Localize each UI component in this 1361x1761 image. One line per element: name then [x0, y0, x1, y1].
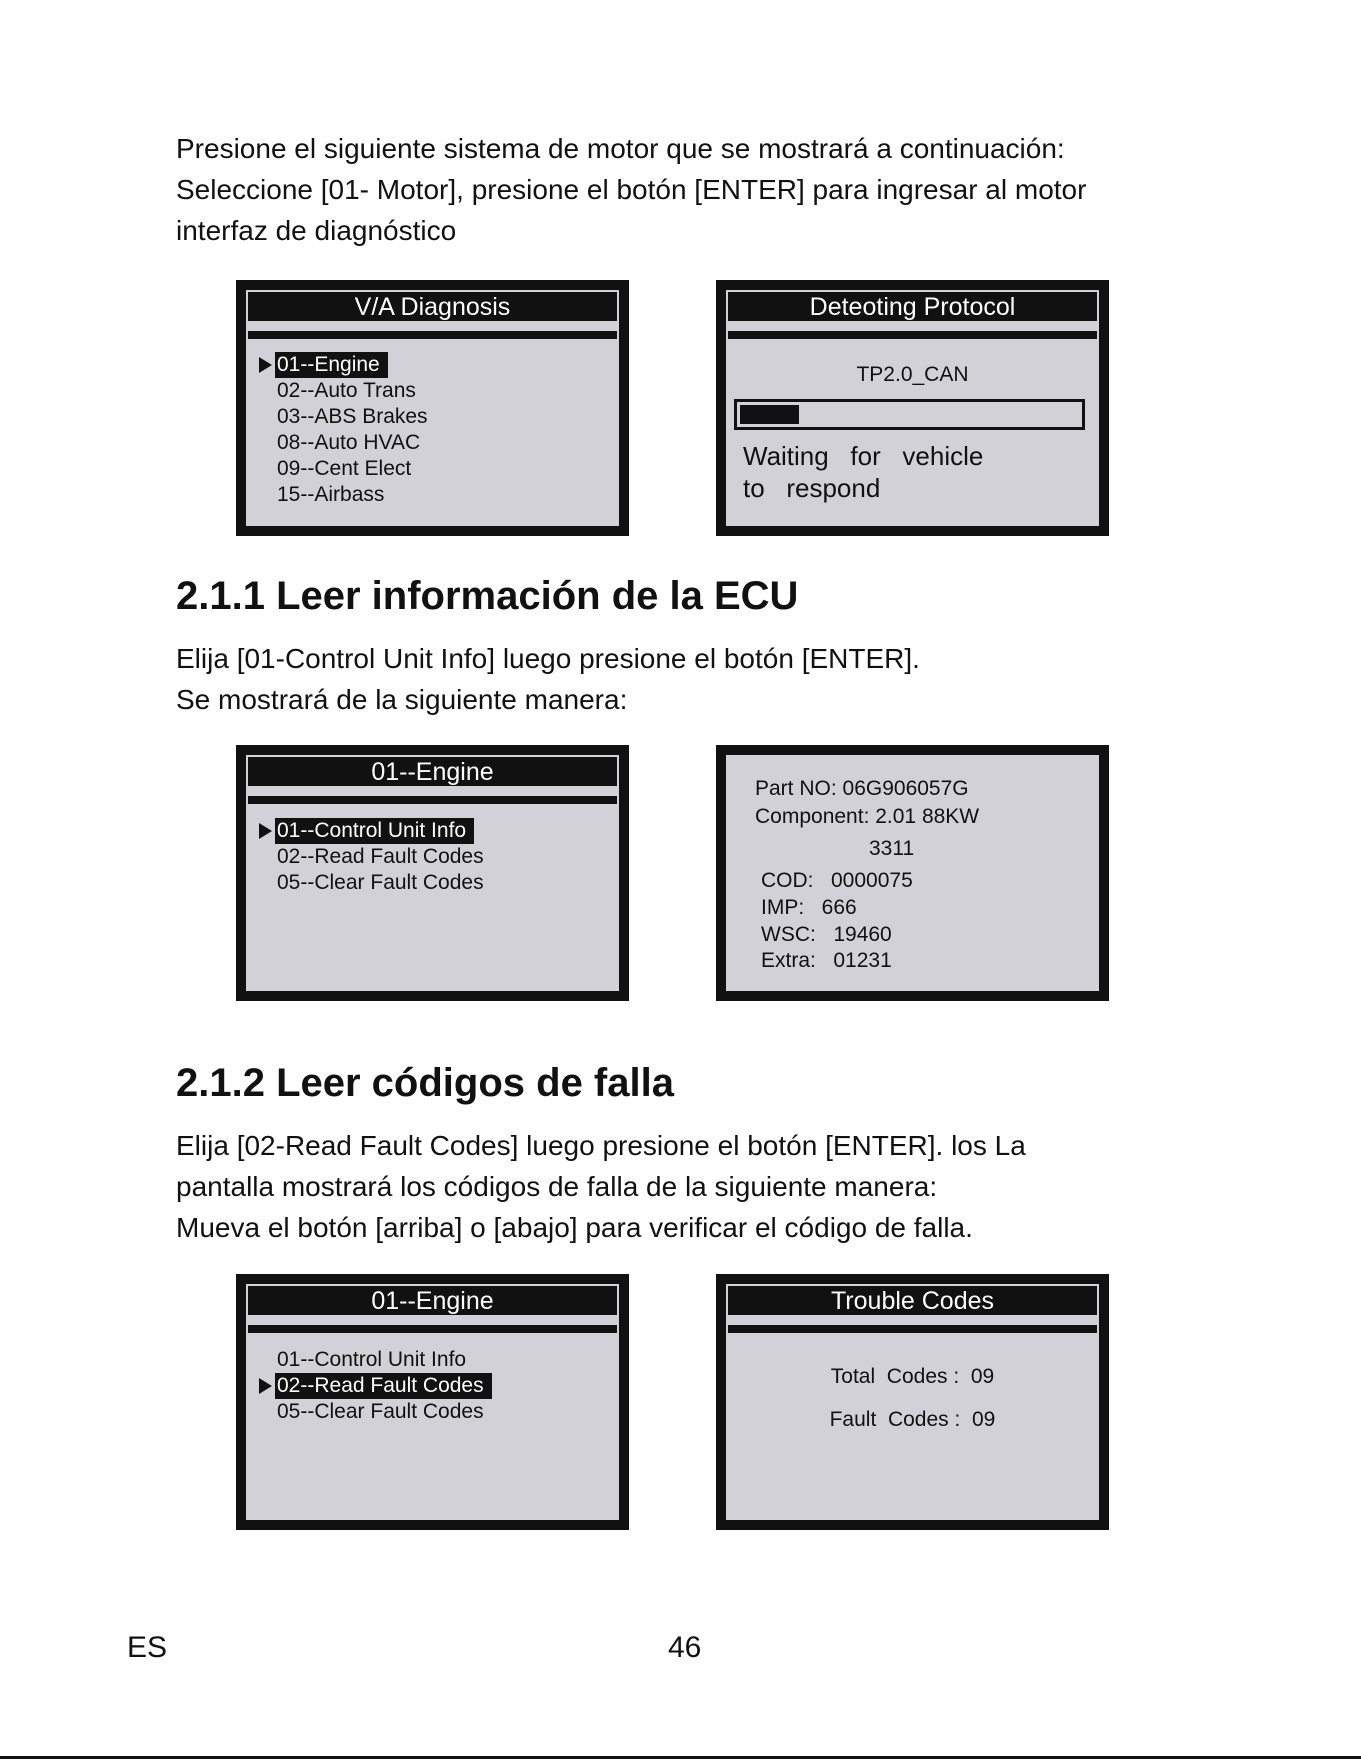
intro-line: interfaz de diagnóstico: [176, 215, 457, 246]
language-code: ES: [127, 1631, 168, 1664]
divider: [248, 796, 617, 804]
component: Component: 2.01 88KW: [755, 805, 980, 828]
menu-item-cent-elect[interactable]: 09--Cent Elect: [277, 457, 412, 480]
menu-item-control-unit-info[interactable]: 01--Control Unit Info: [261, 818, 492, 844]
trouble-codes-screen: [716, 1274, 1109, 1530]
fault-codes: Fault Codes : 09: [829, 1408, 996, 1431]
page-bottom-rule: [0, 1756, 1361, 1759]
ecu-paragraph: [176, 638, 920, 720]
screen-title: V/A Diagnosis: [248, 292, 617, 321]
menu-item-auto-trans[interactable]: 02--Auto Trans: [277, 379, 416, 402]
engine-function-menu: [261, 818, 492, 896]
section-heading-faults: 2.1.2 Leer códigos de falla: [176, 1061, 674, 1105]
intro-line: Seleccione [01- Motor], presione el botón [ENTER] para ingresar al motor: [176, 174, 1087, 205]
system-menu: [261, 352, 436, 508]
divider: [248, 1325, 617, 1333]
divider: [728, 331, 1097, 339]
divider: [248, 331, 617, 339]
engine-function-menu: [261, 1347, 492, 1425]
ecu-line: Se mostrará de la siguiente manera:: [176, 684, 628, 715]
screen-title: 01--Engine: [248, 757, 617, 786]
menu-item-engine[interactable]: 01--Engine: [261, 352, 436, 378]
waiting-message: Waiting for vehicle to respond: [743, 441, 984, 503]
faults-line: Mueva el botón [arriba] o [abajo] para verificar el código de falla.: [176, 1212, 973, 1243]
page-number: 46: [668, 1631, 702, 1664]
engine-menu-screen-faults: [236, 1274, 629, 1530]
menu-item-clear-fault-codes[interactable]: 05--Clear Fault Codes: [277, 1400, 484, 1423]
intro-paragraph: [176, 128, 1086, 251]
divider: [728, 1325, 1097, 1333]
imp-value: IMP: 666: [761, 896, 857, 919]
section-heading-ecu: 2.1.1 Leer información de la ECU: [176, 574, 799, 618]
faults-paragraph: [176, 1125, 1026, 1248]
menu-item-clear-fault-codes[interactable]: 05--Clear Fault Codes: [277, 871, 484, 894]
faults-line: Elija [02-Read Fault Codes] luego presione el botón [ENTER]. los La: [176, 1130, 1026, 1161]
engine-menu-screen: [236, 745, 629, 1001]
ecu-line: Elija [01-Control Unit Info] luego presione el botón [ENTER].: [176, 643, 920, 674]
total-codes: Total Codes : 09: [830, 1365, 995, 1388]
menu-item-read-fault-codes[interactable]: 02--Read Fault Codes: [261, 1373, 492, 1399]
va-diagnosis-screen: [236, 280, 629, 536]
detecting-protocol-screen: [716, 280, 1109, 536]
wsc-value: WSC: 19460: [761, 923, 892, 946]
faults-line: pantalla mostrará los códigos de falla de la siguiente manera:: [176, 1171, 938, 1202]
menu-item-abs-brakes[interactable]: 03--ABS Brakes: [277, 405, 428, 428]
protocol-value: TP2.0_CAN: [856, 363, 969, 386]
component-code: 3311: [869, 837, 915, 860]
intro-line: Presione el siguiente sistema de motor que se mostrará a continuación:: [176, 133, 1065, 164]
menu-item-airbass[interactable]: 15--Airbass: [277, 483, 385, 506]
cod-value: COD: 0000075: [761, 869, 913, 892]
screen-title: Trouble Codes: [728, 1286, 1097, 1315]
ecu-info-screen: [716, 745, 1109, 1001]
progress-bar: [734, 399, 1085, 430]
screen-title: 01--Engine: [248, 1286, 617, 1315]
extra-value: Extra: 01231: [761, 949, 892, 972]
part-number: Part NO: 06G906057G: [755, 777, 969, 800]
menu-item-control-unit-info[interactable]: 01--Control Unit Info: [277, 1348, 467, 1371]
progress-fill: [740, 405, 799, 424]
menu-item-auto-hvac[interactable]: 08--Auto HVAC: [277, 431, 421, 454]
menu-item-read-fault-codes[interactable]: 02--Read Fault Codes: [277, 845, 484, 868]
screen-title: Deteoting Protocol: [728, 292, 1097, 321]
